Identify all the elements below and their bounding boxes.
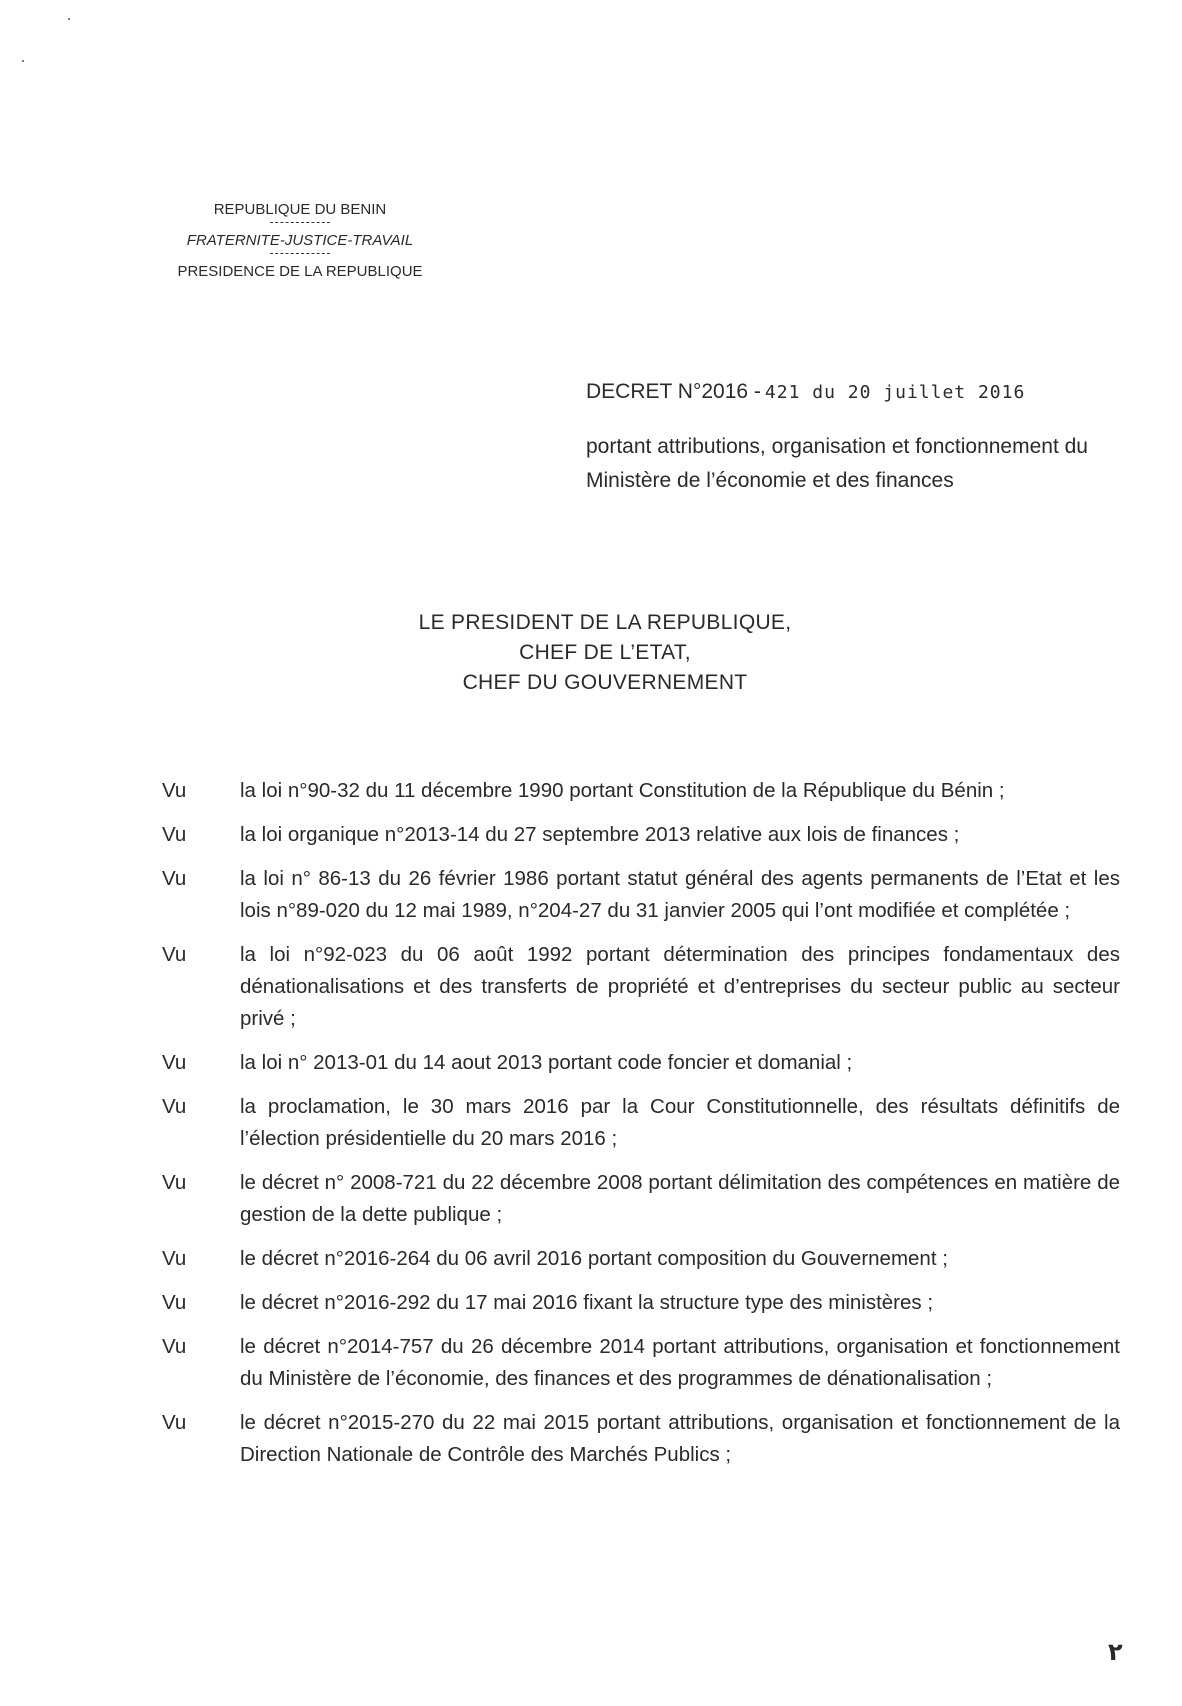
vu-label: Vu bbox=[162, 943, 187, 966]
scan-speck bbox=[68, 18, 70, 20]
issuing-authority bbox=[380, 608, 830, 698]
vu-label: Vu bbox=[162, 1335, 187, 1358]
authority-line: CHEF DE L’ETAT, bbox=[519, 641, 691, 664]
consideration-item bbox=[160, 1407, 1120, 1471]
vu-label: Vu bbox=[162, 1051, 187, 1074]
consideration-item bbox=[160, 863, 1120, 927]
vu-label: Vu bbox=[162, 1291, 187, 1314]
consideration-item bbox=[160, 1091, 1120, 1155]
consideration-text: le décret n°2016-264 du 06 avril 2016 portant composition du Gouvernement ; bbox=[240, 1247, 948, 1270]
consideration-text: la proclamation, le 30 mars 2016 par la Cour Constitutionnelle, des résultats définitifs de l’élection présidentielle du 20 mars 2016 ; bbox=[240, 1095, 1120, 1150]
authority-line: LE PRESIDENT DE LA REPUBLIQUE, bbox=[418, 611, 792, 634]
scan-speck bbox=[22, 60, 24, 62]
vu-label: Vu bbox=[162, 1171, 187, 1194]
decree-number-date: 421 du 20 juillet 2016 bbox=[764, 382, 1026, 403]
authority-line: CHEF DU GOUVERNEMENT bbox=[462, 671, 748, 694]
vu-label: Vu bbox=[162, 1095, 187, 1118]
consideration-item bbox=[160, 1243, 1120, 1275]
divider bbox=[270, 253, 330, 260]
consideration-text: le décret n°2016-292 du 17 mai 2016 fixant la structure type des ministères ; bbox=[240, 1291, 934, 1314]
vu-label: Vu bbox=[162, 867, 187, 890]
decree-number-label: DECRET N°2016 - bbox=[586, 380, 761, 403]
consideration-text: la loi n° 86-13 du 26 février 1986 portant statut général des agents permanents de l’Etat et les lois n°89-020 du 12 mai 1989, n°204-27 du 31 janvier 2005 qui l’ont modifiée et complétée ; bbox=[240, 867, 1120, 922]
page-number-mark: ٢ bbox=[1108, 1639, 1123, 1666]
consideration-item bbox=[160, 939, 1120, 1035]
consideration-item bbox=[160, 1167, 1120, 1231]
consideration-text: le décret n°2015-270 du 22 mai 2015 portant attributions, organisation et fonctionnement de la Direction Nationale de Contrôle des Marchés Publics ; bbox=[240, 1411, 1120, 1466]
consideration-item bbox=[160, 819, 1120, 851]
consideration-text: la loi n° 2013-01 du 14 aout 2013 portant code foncier et domanial ; bbox=[240, 1051, 853, 1074]
consideration-item bbox=[160, 775, 1120, 807]
divider bbox=[270, 222, 330, 229]
vu-label: Vu bbox=[162, 779, 187, 802]
consideration-item bbox=[160, 1047, 1120, 1079]
consideration-item bbox=[160, 1287, 1120, 1319]
consideration-text: la loi n°92-023 du 06 août 1992 portant détermination des principes fondamentaux des dénationalisations et des transferts de propriété et d’entreprises du secteur public au secteur privé ; bbox=[240, 943, 1120, 1030]
consideration-item bbox=[160, 1331, 1120, 1395]
consideration-text: la loi n°90-32 du 11 décembre 1990 portant Constitution de la République du Bénin ; bbox=[240, 779, 1005, 802]
consideration-text: le décret n° 2008-721 du 22 décembre 2008 portant délimitation des compétences en matière de gestion de la dette publique ; bbox=[240, 1171, 1120, 1226]
vu-label: Vu bbox=[162, 1411, 187, 1434]
consideration-text: le décret n°2014-757 du 26 décembre 2014 portant attributions, organisation et fonctionnement du Ministère de l’économie, des finances et des programmes de dénationalisation ; bbox=[240, 1335, 1120, 1390]
issuing-office: PRESIDENCE DE LA REPUBLIQUE bbox=[177, 263, 423, 280]
national-motto: FRATERNITE-JUSTICE-TRAVAIL bbox=[186, 232, 414, 249]
consideration-text: la loi organique n°2013-14 du 27 septembre 2013 relative aux lois de finances ; bbox=[240, 823, 960, 846]
vu-label: Vu bbox=[162, 823, 187, 846]
considerations-list bbox=[160, 775, 1120, 1483]
decree-subject: portant attributions, organisation et fonctionnement du Ministère de l’économie et des finances bbox=[586, 435, 1088, 492]
vu-label: Vu bbox=[162, 1247, 187, 1270]
letterhead bbox=[150, 200, 450, 282]
decree-title bbox=[586, 380, 1025, 404]
country-name: REPUBLIQUE DU BENIN bbox=[213, 201, 387, 218]
